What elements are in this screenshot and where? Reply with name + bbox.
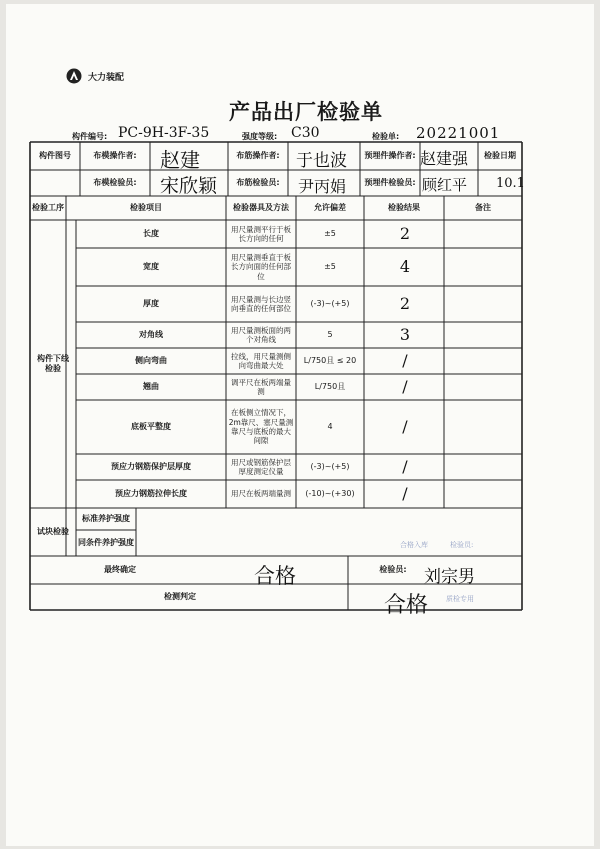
row-result: 2 bbox=[399, 294, 411, 313]
row-method: 拉线，用尺量测侧向弯曲最大处 bbox=[231, 351, 291, 370]
inspection-no-value: 20221001 bbox=[416, 124, 501, 142]
row-tolerance: ±5 bbox=[324, 229, 336, 238]
rebar-inspector-label: 布筋检验员: bbox=[236, 178, 280, 187]
row-item: 厚度 bbox=[143, 299, 159, 308]
component-no-value: PC-9H-3F-35 bbox=[118, 125, 210, 141]
row-tolerance: L/750且 ≤ 20 bbox=[303, 356, 357, 365]
row-method: 用尺在板两端量测 bbox=[231, 489, 291, 499]
inspection-sheet bbox=[6, 4, 594, 846]
inspection-no-label: 检验单: bbox=[372, 132, 400, 141]
row-result: 4 bbox=[399, 257, 411, 276]
section-offline-label: 构件下线检验 bbox=[37, 354, 69, 373]
row-result: / bbox=[402, 457, 408, 476]
final-value: 合格 bbox=[254, 564, 296, 588]
stamp-line1: 合格入库 bbox=[400, 541, 428, 549]
row-tolerance: ±5 bbox=[324, 262, 336, 271]
row-result: 3 bbox=[399, 325, 411, 344]
final-label: 最终确定 bbox=[104, 565, 136, 574]
row-tolerance: 5 bbox=[327, 330, 333, 339]
row-method: 调平尺在板两端量测 bbox=[231, 377, 291, 396]
row-item: 侧向弯曲 bbox=[135, 356, 167, 365]
row-item: 预应力钢筋拉伸长度 bbox=[115, 489, 187, 498]
component-no-label: 构件编号: bbox=[72, 132, 108, 141]
final-inspector-label: 检验员: bbox=[379, 565, 407, 574]
col-result: 检验结果 bbox=[388, 203, 420, 212]
row-tolerance: (-10)~(+30) bbox=[305, 489, 355, 498]
row-result: 2 bbox=[399, 224, 411, 243]
embed-operator-label: 预埋件操作者: bbox=[364, 151, 416, 160]
strength-value: C30 bbox=[291, 125, 320, 141]
drawing-no-label: 构件图号 bbox=[39, 151, 71, 160]
row-method: 用尺量测板面的两个对角线 bbox=[231, 325, 291, 344]
page-title: 产品出厂检验单 bbox=[229, 100, 383, 124]
row-tolerance: (-3)~(+5) bbox=[310, 299, 350, 308]
col-remarks: 备注 bbox=[475, 203, 491, 212]
embed-operator-value: 赵建强 bbox=[420, 149, 469, 168]
stamp-line2: 检验员: bbox=[450, 541, 474, 549]
row-result: / bbox=[402, 351, 408, 370]
strength-label: 强度等级: bbox=[242, 132, 278, 141]
embed-inspector-label: 预埋件检验员: bbox=[364, 178, 416, 187]
row-method: 在板侧立情况下，2m靠尺、塞尺量测靠尺与底板的最大间隙 bbox=[228, 408, 294, 446]
trial-section-label: 试块检验 bbox=[37, 527, 69, 536]
row-item: 长度 bbox=[143, 229, 159, 238]
row-item: 宽度 bbox=[143, 262, 159, 271]
formwork-inspector-value: 宋欣颖 bbox=[160, 175, 218, 197]
col-tolerance: 允许偏差 bbox=[314, 203, 346, 212]
formwork-operator-value: 赵建 bbox=[160, 148, 200, 172]
formwork-inspector-label: 布模检验员: bbox=[93, 178, 137, 187]
rebar-operator-label: 布筋操作者: bbox=[236, 151, 280, 160]
trial-same-condition-label: 同条件养护强度 bbox=[78, 538, 134, 547]
row-item: 底板平整度 bbox=[131, 422, 171, 431]
row-tolerance: L/750且 bbox=[314, 382, 346, 391]
judgement-label: 检测判定 bbox=[164, 592, 196, 601]
judgement-value: 合格 bbox=[384, 593, 429, 618]
date-value: 10.1 bbox=[496, 176, 525, 191]
row-method: 用尺量测与长边竖向垂直的任何部位 bbox=[231, 294, 291, 313]
row-method: 用尺或钢筋保护层厚度测定仪量 bbox=[231, 457, 291, 476]
rebar-inspector-value: 尹丙娟 bbox=[298, 177, 347, 196]
row-item: 对角线 bbox=[139, 330, 163, 339]
row-item: 预应力钢筋保护层厚度 bbox=[111, 462, 191, 471]
col-item: 检验项目 bbox=[130, 203, 162, 212]
company-name: 大力装配 bbox=[88, 72, 125, 83]
trial-standard-label: 标准养护强度 bbox=[82, 514, 130, 523]
final-inspector-value: 刘宗男 bbox=[424, 567, 475, 587]
row-method: 用尺量测垂直于板长方向面的任何部位 bbox=[231, 252, 291, 281]
row-item: 翘曲 bbox=[143, 382, 159, 391]
row-result: / bbox=[402, 484, 408, 503]
formwork-operator-label: 布模操作者: bbox=[93, 151, 137, 160]
col-process: 检验工序 bbox=[32, 203, 64, 212]
row-tolerance: 4 bbox=[327, 422, 333, 431]
col-method: 检验器具及方法 bbox=[233, 203, 289, 212]
stamp-line3: 质检专用 bbox=[446, 595, 474, 603]
row-method: 用尺量测平行于板长方向的任何 bbox=[231, 224, 291, 243]
row-result: / bbox=[402, 377, 408, 396]
embed-inspector-value: 顾红平 bbox=[422, 176, 468, 194]
date-label: 检验日期 bbox=[484, 151, 516, 160]
rebar-operator-value: 于也波 bbox=[296, 151, 347, 171]
row-tolerance: (-3)~(+5) bbox=[310, 462, 350, 471]
row-result: / bbox=[402, 417, 408, 436]
